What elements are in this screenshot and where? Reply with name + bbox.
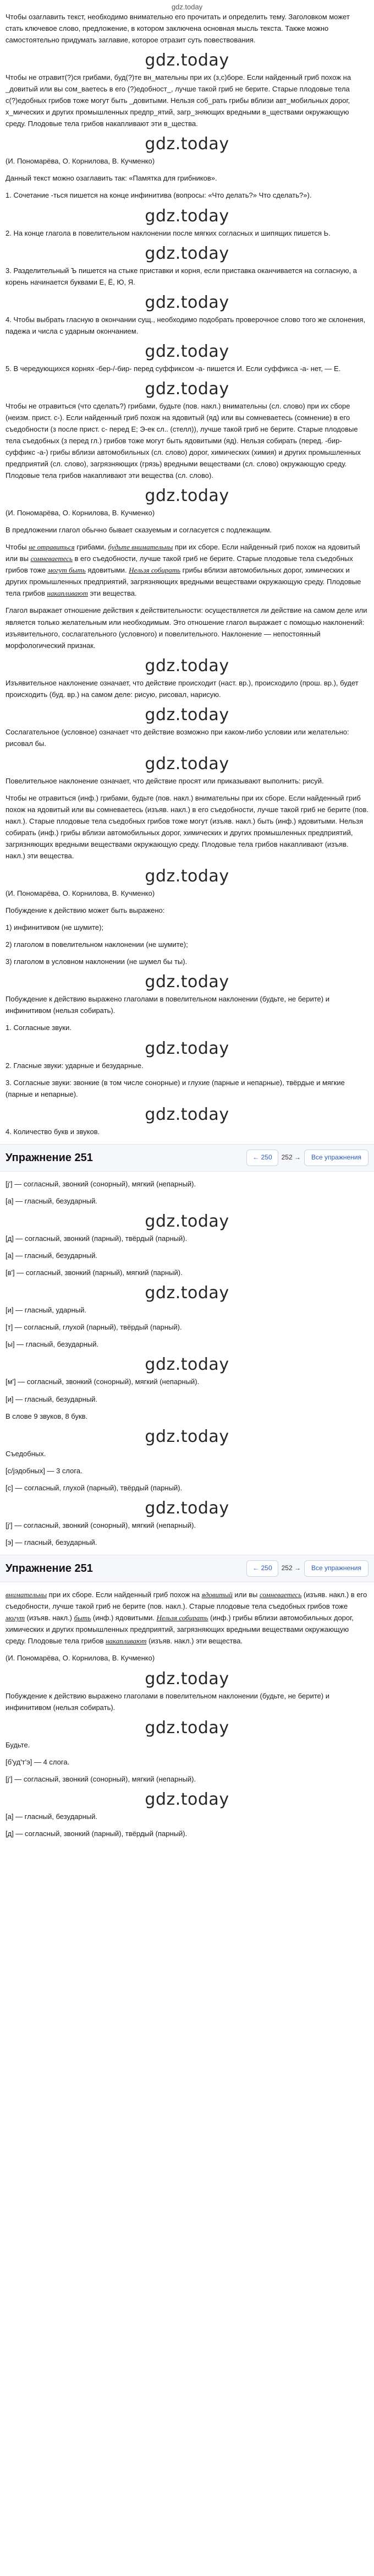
text-run: в его съедобности, лучше такой гриб не берите. Старые плодовые тела съедобных грибов тоже <box>6 554 353 575</box>
watermark: gdz.today <box>145 1104 229 1124</box>
watermark: gdz.today <box>145 1038 229 1058</box>
verb-highlight: накапливают <box>106 1637 147 1646</box>
paragraph: 2) глаголом в повелительном наклонении (не шумите); <box>6 940 188 949</box>
paragraph: 1. Сочетание -ться пишется на конце инфинитива (вопросы: «Что делать?» Что сделать?»). <box>6 191 312 200</box>
exercise-nav-header <box>0 1144 374 1172</box>
watermark: gdz.today <box>145 1718 229 1738</box>
watermark: gdz.today <box>145 1789 229 1809</box>
paragraph: 5. В чередующихся корнях -бер-/-бир- перед суффиксом -а- пишется И. Если суффикса -а- нет, — Е. <box>6 364 341 373</box>
exercise-title: Упражнение 251 <box>6 1151 93 1164</box>
paragraph: Изъявительное наклонение означает, что действие происходит (наст. вр.), происходило (прош. вр.), будет происходить (буд. вр.) на самом деле: рисую, рисовал, нарисую. <box>6 678 359 699</box>
text-run: при их сборе. Если найденный гриб похож на <box>47 1591 202 1599</box>
paragraph: 3. Разделительный Ъ пишется на стыке приставки и корня, если приставка оканчивается на согласную, а корень начинается буквами Е, Ё, Ю, Я. <box>6 266 357 286</box>
watermark: gdz.today <box>145 1355 229 1375</box>
next-exercise-button[interactable]: 252 → <box>281 1153 301 1162</box>
phonetic-line: [э] — гласный, безударный. <box>6 1538 97 1546</box>
paragraph: Чтобы не отравит(?)ся грибами, буд(?)те вн_мательны при их (з,с)боре. Если найденный гриб похож на _довитый или вы сом_ваетесь в его (?)едобност_, лучше такой гриб не берите. Старые плодовые тела с(?)едобных грибов тоже могут быть _довитыми. Нельзя соб_рать грибы вблизи авт_мобильных дорог, х_мических и других промышленных предпр_ятий, загр_зняющих вредными в_ществами окружающую среду. Плодовые тела грибов накапливают эти в_щества. <box>6 73 351 128</box>
paragraph: Чтобы не отравиться (что сделать?) грибами, будьте (пов. накл.) внимательны (сл. слово) при их сборе (неизм. прист. с-). Если найденный гриб похож на ядовитый (яд) или вы сомневаетесь (сомнение) в его съедобности (з после прист. с- перед Е; Э-ек сл.. (стелл)), лучше такой гриб не берите. Старые плодовые тела съедобных (з перед гл.) грибов тоже могут быть ядовитыми (яд). Нельзя собирать (перед. -бир- суффикс -а-) грибы вблизи автомобильных (сл. слово) дорог, химических (химия) и других промышленных предприятий (сл. слово), загрязняющих (грязь) вредными веществами (сл. слово) окружающую среду. Плодовые тела грибов накапливают эти вещества (сл. слово). <box>6 401 361 480</box>
watermark: gdz.today <box>145 1212 229 1232</box>
verb-highlight: Нельзя собирать <box>129 566 181 575</box>
text-run: при их сборе. Если найденный гриб похож на ядовитый или вы <box>6 543 360 563</box>
watermark: gdz.today <box>145 243 229 263</box>
paragraph: Побуждение к действию выражено глаголами в повелительном наклонении (будьте, не берите) и инфинитивом (нельзя собирать). <box>6 1691 329 1712</box>
watermark: gdz.today <box>145 51 229 70</box>
paragraph: (И. Пономарёва, О. Корнилова, В. Кучменко) <box>6 889 155 898</box>
site-logo[interactable]: gdz.today <box>171 3 203 11</box>
verb-highlight: сомневаетесь <box>259 1591 302 1599</box>
paragraph: 3. Согласные звуки: звонкие (в том числе сонорные) и глухие (парные и непарные), твёрдые и мягкие (парные и непарные). <box>6 1078 345 1098</box>
paragraph: Будьте. <box>6 1740 30 1749</box>
phonetic-line: [с] — согласный, глухой (парный), твёрдый (парный). <box>6 1483 183 1492</box>
next-exercise-button[interactable]: 252 → <box>281 1564 301 1572</box>
phonetic-line: [а] — гласный, безударный. <box>6 1251 98 1260</box>
paragraph: 3) глаголом в условном наклонении (не шумел бы ты). <box>6 957 188 966</box>
paragraph <box>6 541 369 599</box>
verb-highlight: внимательны <box>6 1591 47 1599</box>
phonetic-line: В слове 9 звуков, 8 букв. <box>6 1412 88 1420</box>
watermark: gdz.today <box>145 656 229 676</box>
watermark: gdz.today <box>145 379 229 399</box>
watermark: gdz.today <box>145 486 229 506</box>
watermark: gdz.today <box>145 754 229 774</box>
verb-highlight: Нельзя собирать <box>156 1614 208 1622</box>
paragraph: Чтобы не отравиться (инф.) грибами, будьте (пов. накл.) внимательны при их сборе. Если найденный гриб похож на ядовитый или вы сомневаетесь (изъяв. накл.) в его съедобности, лучше такой гриб не берите (пов. накл.). Старые плодовые тела съедобных грибов тоже могут (изъяв. накл.) быть (инф.) ядовитыми. Нельзя собирать (инф.) грибы вблизи автомобильных дорог, химических и других промышленных предприятий, загрязняющих вредными веществами окружающую среду. Плодовые тела грибов накапливают (изъяв. накл.) эти вещества. <box>6 793 369 861</box>
watermark: gdz.today <box>145 341 229 361</box>
phonetic-line: [j'] — согласный, звонкий (сонорный), мягкий (непарный). <box>6 1774 196 1783</box>
paragraph: (И. Пономарёва, О. Корнилова, В. Кучменко) <box>6 157 155 166</box>
all-exercises-button[interactable]: Все упражнения <box>304 1560 369 1576</box>
paragraph: Данный текст можно озаглавить так: «Памятка для грибников». <box>6 174 217 183</box>
paragraph: 2. На конце глагола в повелительном наклонении после мягких согласных и шипящих пишется Ь. <box>6 228 331 237</box>
exercise-nav-header <box>0 1555 374 1582</box>
paragraph: Побуждение к действию выражено глаголами в повелительном наклонении (будьте, не берите) и инфинитивом (нельзя собирать). <box>6 995 329 1015</box>
text-run: эти вещества. <box>87 589 137 598</box>
paragraph: [б'уд'т'э] — 4 слога. <box>6 1757 70 1766</box>
text-run: грибами, <box>74 543 108 552</box>
verb-highlight: могут <box>6 1614 25 1622</box>
text-run: ядовитыми. <box>85 566 129 575</box>
phonetic-line: [j'] — согласный, звонкий (сонорный), мягкий (непарный). <box>6 1180 196 1189</box>
paragraph: 4. Количество букв и звуков. <box>6 1127 100 1136</box>
text-run: (изъяв. накл.) в его съедобности, лучше такой гриб не берите (пов. накл.). Старые плодовые тела съедобных грибов тоже <box>6 1591 367 1611</box>
text-run: (изъяв. накл.) <box>25 1614 74 1622</box>
phonetic-line: [в'] — согласный, звонкий (парный), мягкий (парный). <box>6 1268 183 1277</box>
prev-exercise-button[interactable]: ← 250 <box>246 1560 278 1576</box>
phonetic-line: [а] — гласный, безударный. <box>6 1812 98 1821</box>
exercise-pager <box>246 1150 369 1166</box>
verb-highlight: накапливают <box>47 589 88 598</box>
watermark: gdz.today <box>145 134 229 154</box>
verb-highlight: не отравиться <box>29 543 75 552</box>
text-run: (изъяв. накл.) эти вещества. <box>146 1637 243 1646</box>
phonetic-line: [и] — гласный, ударный. <box>6 1306 86 1315</box>
watermark: gdz.today <box>145 972 229 992</box>
phonetic-line: Съедобных. <box>6 1449 46 1458</box>
paragraph: Побуждение к действию может быть выражено: <box>6 906 165 915</box>
all-exercises-button[interactable]: Все упражнения <box>304 1150 369 1166</box>
paragraph: 1) инфинитивом (не шумите); <box>6 923 104 932</box>
text-run: Чтобы <box>6 543 29 552</box>
phonetic-line: [д] — согласный, звонкий (парный), твёрдый (парный). <box>6 1829 188 1838</box>
paragraph: Глагол выражает отношение действия к действительности: осуществляется ли действие на самом деле или является только желательным или необходимым. Это отношение глагол выражает с помощью наклонений: изъявительного, сослагательного (условного) и повелительного. Наклонение — непостоянный морфологический признак. <box>6 606 367 650</box>
verb-highlight: будьте внимательны <box>108 543 173 552</box>
text-run: или вы <box>232 1591 260 1599</box>
text-run: (инф.) грибы вблизи автомобильных дорог, химических и других промышленных предприятий, загрязняющих вредными веществами окружающую среду. Плодовые тела грибов <box>6 1614 354 1646</box>
paragraph: (И. Пономарёва, О. Корнилова, В. Кучменко) <box>6 1654 155 1663</box>
phonetic-line: [ы] — гласный, безударный. <box>6 1340 99 1349</box>
exercise-pager <box>246 1560 369 1576</box>
watermark: gdz.today <box>145 1498 229 1518</box>
paragraph <box>6 1589 369 1647</box>
phonetic-line: [j'] — согласный, звонкий (сонорный), мягкий (непарный). <box>6 1521 196 1529</box>
text-run: (инф.) ядовитыми. <box>91 1614 157 1622</box>
paragraph: В предложении глагол обычно бывает сказуемым и согласуется с подлежащим. <box>6 526 272 535</box>
paragraph: (И. Пономарёва, О. Корнилова, В. Кучменко) <box>6 509 155 518</box>
phonetic-line: [д] — согласный, звонкий (парный), твёрдый (парный). <box>6 1234 188 1243</box>
watermark: gdz.today <box>145 867 229 886</box>
answer-content <box>0 11 374 1839</box>
verb-highlight: ядовитый <box>201 1591 233 1599</box>
paragraph: Чтобы озаглавить текст, необходимо внимательно его прочитать и определить тему. Заголовком может стать ключевое слово, предложение, в котором заключена основная мысль текста. Также можно самостоятельно придумать заглавие, которое отразит суть повествования. <box>6 13 350 45</box>
paragraph: 4. Чтобы выбрать гласную в окончании сущ., необходимо подобрать проверочное слово того же склонения, падежа и числа с ударным окончанием. <box>6 315 366 335</box>
verb-highlight: могут быть <box>47 566 86 575</box>
paragraph: 2. Гласные звуки: ударные и безударные. <box>6 1061 144 1070</box>
watermark: gdz.today <box>145 1669 229 1689</box>
phonetic-line: [т] — согласный, глухой (парный), твёрдый (парный). <box>6 1323 182 1332</box>
text-run: грибы вблизи автомобильных дорог, химических и других промышленных предприятий, загрязняющих вредными веществами окружающую среду. Плодовые тела грибов <box>6 566 361 598</box>
phonetic-line: [и] — гласный, безударный. <box>6 1395 98 1403</box>
exercise-title: Упражнение 251 <box>6 1562 93 1575</box>
paragraph: Повелительное наклонение означает, что действие просят или приказывают выполнить: рисуй. <box>6 776 324 785</box>
prev-exercise-button[interactable]: ← 250 <box>246 1150 278 1166</box>
verb-highlight: сомневаетесь <box>30 554 73 563</box>
watermark: gdz.today <box>145 1283 229 1303</box>
watermark: gdz.today <box>145 1426 229 1446</box>
watermark: gdz.today <box>145 206 229 226</box>
phonetic-line: [с/jэдобных] — 3 слога. <box>6 1466 82 1475</box>
watermark: gdz.today <box>145 705 229 725</box>
paragraph: Сослагательное (условное) означает что действие возможно при каком-либо условии или желательно: рисовал бы. <box>6 727 349 748</box>
phonetic-line: [а] — гласный, безударный. <box>6 1197 98 1206</box>
verb-highlight: быть <box>74 1614 91 1622</box>
phonetic-line: [м'] — согласный, звонкий (сонорный), мягкий (непарный). <box>6 1377 200 1386</box>
paragraph: 1. Согласные звуки. <box>6 1023 72 1032</box>
watermark: gdz.today <box>145 292 229 312</box>
